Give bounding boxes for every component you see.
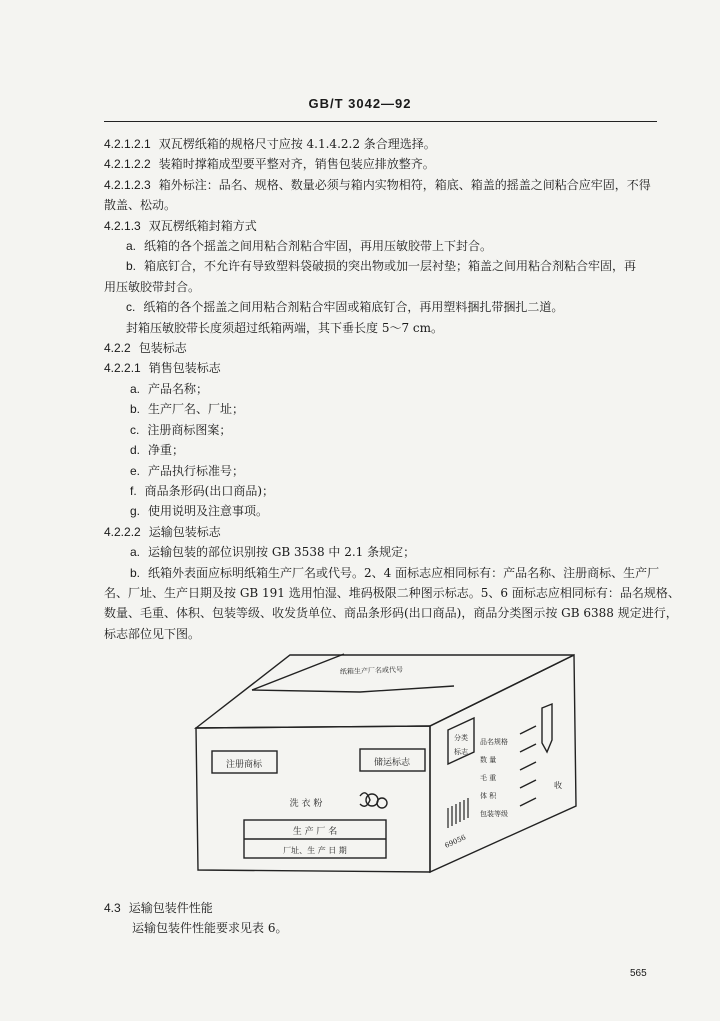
clause-text: 产品执行标准号； [148, 463, 245, 478]
receiver-label: 收 [554, 781, 562, 790]
side-field-3: 毛 重 [480, 774, 497, 782]
product-name-label: 洗 衣 粉 [289, 799, 323, 809]
clause-number: b. [130, 402, 141, 417]
section-heading: 运输包装件性能 [128, 901, 213, 915]
category-label-2: 标志 [454, 748, 468, 756]
section-text: 运输包装件性能要求见表 6。 [132, 921, 288, 935]
clause-number: 4.2.1.2.1 [104, 137, 151, 151]
clause-text: 散盖、松动。 [104, 198, 177, 213]
carton-marking-diagram [190, 648, 590, 884]
side-field-2: 数 量 [480, 756, 497, 764]
clause-text: 装箱时撑箱成型要平整对齐，销售包装应排放整齐。 [158, 157, 435, 172]
document-header: GB/T 3042—92 [308, 96, 412, 111]
clause-number: 4.2.1.2.2 [104, 157, 151, 172]
clause-text: 销售包装标志 [148, 361, 221, 376]
clause-text: 纸箱的各个摇盖之间用粘合剂粘合牢固或箱底钉合，再用塑料捆扎带捆扎二道。 [143, 300, 564, 315]
clause-text: 商品条形码(出口商品)； [144, 483, 275, 498]
text-line [104, 216, 664, 236]
header-rule [104, 121, 657, 122]
clause-number: f. [130, 483, 137, 498]
text-line [104, 195, 664, 215]
clause-text: 运输包装标志 [148, 524, 221, 539]
text-line [104, 236, 664, 256]
text-line [104, 440, 664, 460]
text-line [104, 399, 664, 419]
clause-text: 纸箱外表面应标明纸箱生产厂名或代号。2、4 面标志应相同标有：产品名称、注册商标、生产厂 [148, 565, 660, 580]
clause-text: 生产厂名、厂址； [148, 402, 245, 417]
side-field-5: 包装等级 [480, 810, 508, 818]
text-line [104, 277, 664, 297]
address-date-label: 厂址、生 产 日 期 [283, 846, 347, 855]
category-label-1: 分类 [454, 734, 468, 742]
text-line [104, 256, 664, 276]
clause-text: 使用说明及注意事项。 [148, 504, 269, 519]
text-line [104, 603, 678, 623]
clause-number: c. [126, 300, 136, 315]
text-line [104, 563, 664, 583]
text-line [104, 420, 664, 440]
barcode [448, 798, 468, 828]
factory-name-label: 生 产 厂 名 [292, 827, 338, 837]
clause-text: 注册商标图案； [147, 422, 232, 437]
clause-text: 用压敏胶带封合。 [104, 279, 201, 294]
section-4-3 [104, 898, 287, 938]
text-line [104, 338, 664, 358]
clause-text: 箱底钉合，不允许有导致塑料袋破损的突出物或加一层衬垫；箱盖之间用粘合剂粘合牢固，再 [144, 259, 637, 274]
clause-number: b. [126, 259, 137, 274]
text-line [104, 522, 664, 542]
clause-text: 纸箱的各个摇盖之间用粘合剂粘合牢固，再用压敏胶带上下封合。 [144, 239, 493, 254]
clause-text: 封箱压敏胶带长度须超过纸箱两端，其下垂长度 5～7 cm。 [126, 320, 444, 335]
clause-text: 标志部位见下图。 [104, 626, 201, 641]
clause-text: 产品名称； [148, 381, 209, 396]
clause-number: a. [130, 381, 141, 396]
clause-number: a. [130, 545, 141, 560]
clause-text: 数量、毛重、体积、包装等级、收发货单位、商品条形码(出口商品)，商品分类图示按 GB 6388 规定进行， [104, 606, 678, 621]
text-line [104, 379, 664, 399]
clause-number: 4.2.2 [104, 341, 131, 356]
text-line [104, 481, 664, 501]
document-body [104, 134, 680, 644]
trademark-label: 注册商标 [225, 760, 263, 770]
clause-number: 4.2.1.2.3 [104, 177, 151, 192]
clause-number: a. [126, 239, 137, 254]
page-number: 565 [630, 968, 647, 979]
text-line [104, 134, 664, 154]
clause-number: c. [130, 422, 140, 437]
text-line [104, 154, 664, 174]
clause-number: 4.2.1.3 [104, 218, 141, 233]
logo-scribble [360, 793, 387, 808]
clause-text: 包装标志 [138, 341, 187, 356]
transport-marks-label: 储运标志 [373, 758, 411, 768]
text-line [104, 542, 664, 562]
text-line [104, 501, 664, 521]
clause-number: 4.2.2.2 [104, 524, 141, 539]
clause-text: 双瓦楞纸箱的规格尺寸应按 4.1.4.2.2 条合理选择。 [158, 137, 436, 151]
carton-box-drawing [190, 648, 590, 884]
text-line [104, 624, 664, 644]
top-face-label: 纸箱生产厂名或代号 [339, 665, 404, 676]
text-line [104, 358, 664, 378]
clause-number: e. [130, 463, 141, 478]
clause-number: d. [130, 443, 141, 458]
text-line [104, 297, 664, 317]
clause-number: g. [130, 504, 141, 519]
clause-text: 双瓦楞纸箱封箱方式 [148, 218, 257, 233]
side-field-1: 品名规格 [480, 738, 508, 746]
barcode-digits: 69056 [443, 833, 468, 850]
text-line [104, 583, 680, 603]
text-line [104, 461, 664, 481]
clause-text: 运输包装的部位识别按 GB 3538 中 2.1 条规定； [148, 545, 416, 560]
section-number: 4.3 [104, 901, 121, 915]
clause-number: b. [130, 565, 141, 580]
side-field-4: 体 积 [480, 792, 497, 800]
clause-text: 净重； [148, 443, 185, 458]
text-line [104, 318, 664, 338]
clause-text: 箱外标注：品名、规格、数量必须与箱内实物相符，箱底、箱盖的摇盖之间粘合应牢固，不得 [158, 177, 651, 192]
clause-text: 名、厂址、生产日期及按 GB 191 选用怕湿、堆码极限二种图示标志。5、6 面标志应相同标有：品名规格、 [104, 585, 680, 600]
clause-number: 4.2.2.1 [104, 361, 141, 376]
text-line [104, 175, 664, 195]
